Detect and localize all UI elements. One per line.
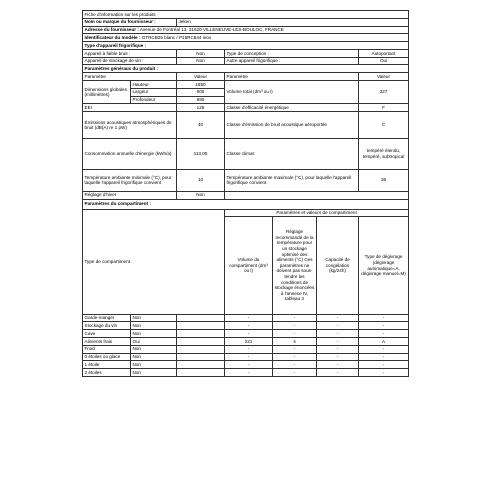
recommended-temp-header: Réglage recommandé de la température pour un stockage optimisé des aliments (°C) Ces paramètres ne doivent pas sous-tendre les conditions de stockage énoncées à l'annexe IV, tableau 3 [273, 217, 317, 314]
compartment-temp: - [273, 330, 317, 338]
design-type-label: Type de conception : [225, 49, 359, 57]
compartment-type-header: Type de compartiment [83, 209, 225, 314]
compartment-row [83, 322, 409, 330]
height-label: Hauteur [131, 81, 177, 89]
energy-class-label: Classe d'efficacité énergétique [225, 104, 359, 112]
compartment-defrost: - [359, 345, 409, 353]
low-noise-value: Non [177, 49, 225, 57]
other-appliance-value: Oui [359, 57, 409, 65]
supplier-address-label: Adresse du fournisseur : [84, 27, 139, 33]
param-header-left: Paramètre [83, 73, 177, 81]
value-header-left: Valeur [177, 73, 225, 81]
sheet-title: Fiche d'information sur les produits [83, 11, 409, 19]
compartment-spacer [177, 369, 225, 377]
compartment-volume: - [225, 345, 273, 353]
compartment-defrost: - [359, 314, 409, 322]
total-volume-label: Volume total (dm³ ou l) [225, 81, 359, 104]
depth-label: Profondeur [131, 96, 177, 104]
wine-storage-label: Appareil de stockage de vin : [83, 57, 177, 65]
max-ambient-temp-value: 38 [359, 169, 409, 191]
compartment-row [83, 361, 409, 369]
param-header-right: Paramètre [225, 73, 359, 81]
total-volume-value: 327 [359, 81, 409, 104]
design-type-value: Autoportant [359, 49, 409, 57]
noise-emission-label: Émissions acoustiques atmosphériques de bruit (dB(A) re 1 pW) [83, 112, 177, 139]
compartment-name: Garde-manger [83, 314, 131, 322]
climate-class-label: Classe climat: [225, 139, 359, 169]
model-identifier-row [83, 34, 409, 42]
compartment-temp: - [273, 314, 317, 322]
supplier-name-label: Nom ou marque du fournisseur : [83, 18, 177, 26]
min-ambient-temp-value: 10 [177, 169, 225, 191]
annual-consumption-label: Consommation annuelle d'énergie (kWh/a) [83, 139, 177, 169]
noise-class-value: C [359, 112, 409, 139]
dimensions-label: Dimensions globales (millimètres) [83, 81, 131, 104]
compartment-volume: - [225, 314, 273, 322]
compartment-volume: 221 [225, 338, 273, 346]
compartment-spacer [177, 330, 225, 338]
compartment-defrost: A [359, 338, 409, 346]
freezing-capacity-header: Capacité de congélation (kg/24h) [317, 217, 359, 314]
compartment-freezing: - [317, 369, 359, 377]
compartment-present: Non [131, 322, 177, 330]
noise-class-label: Classe d'émission de bruit acoustique aéroportée [225, 112, 359, 139]
climate-class-value: tempéré étendu, tempéré, subtropical [359, 139, 409, 169]
compartment-defrost: - [359, 330, 409, 338]
compartment-temp: - [273, 322, 317, 330]
compartment-row [83, 369, 409, 377]
compartment-freezing: - [317, 338, 359, 346]
compartment-spacer [177, 361, 225, 369]
depth-value: 690 [177, 96, 225, 104]
compartment-name: Cave [83, 330, 131, 338]
max-ambient-temp-label: Température ambiante maximale (°C), pour laquelle l'appareil frigorifique convient [225, 169, 359, 191]
appliance-type-heading: Type d'appareil frigorifique : [83, 42, 409, 50]
compartment-spacer [177, 353, 225, 361]
other-appliance-label: Autre appareil frigorifique : [225, 57, 359, 65]
compartment-rows [83, 314, 409, 376]
supplier-address-row [83, 26, 409, 34]
compartment-present: Non [131, 353, 177, 361]
compartment-volume: - [225, 361, 273, 369]
compartment-row [83, 338, 409, 346]
general-parameters-heading: Paramètres généraux du produit : [83, 65, 409, 73]
width-value: 600 [177, 88, 225, 96]
compartment-freezing: - [317, 353, 359, 361]
compartment-freezing: - [317, 314, 359, 322]
compartment-parameters-heading: Paramètres du compartiment : [83, 199, 409, 209]
compartment-defrost: - [359, 361, 409, 369]
winter-setting-label: Réglage d'hiver [83, 191, 177, 199]
compartment-name: 0 étoiles ou glace [83, 353, 131, 361]
value-header-right: Valeur [359, 73, 409, 81]
annual-consumption-value: 113,00 [177, 139, 225, 169]
compartment-temp: 4 [273, 338, 317, 346]
compartment-volume-header: Volume du compartiment (dm³ ou l) [225, 217, 273, 314]
compartment-name: 1 étoile [83, 361, 131, 369]
min-ambient-temp-label: Température ambiante minimale (°C), pour laquelle l'appareil frigorifique convient [83, 169, 177, 191]
energy-class-value: F [359, 104, 409, 112]
supplier-name-value: Jeken [177, 18, 409, 26]
low-noise-label: Appareil à faible bruit : [83, 49, 177, 57]
compartment-temp: - [273, 353, 317, 361]
compartment-volume: - [225, 330, 273, 338]
compartment-volume: - [225, 369, 273, 377]
model-identifier-value: GTRCB25 blanc / P16RC844 inox [141, 34, 212, 40]
eei-value: 125 [177, 104, 225, 112]
compartment-freezing: - [317, 361, 359, 369]
compartment-name: Aliments frais [83, 338, 131, 346]
information-table [82, 10, 409, 377]
height-value: 1850 [177, 81, 225, 89]
winter-setting-spacer [225, 191, 409, 199]
compartment-row [83, 330, 409, 338]
compartment-freezing: - [317, 330, 359, 338]
compartment-defrost: - [359, 322, 409, 330]
supplier-address-value: Avenue de Fontréal 13, 31620 VILLENEUVE-LES-BOULOC, FRANCE [139, 27, 284, 33]
compartment-freezing: - [317, 322, 359, 330]
compartment-defrost: - [359, 369, 409, 377]
compartment-present: Non [131, 361, 177, 369]
compartment-name: 2 étoiles [83, 369, 131, 377]
winter-setting-value: Non [177, 191, 225, 199]
wine-storage-value: Non [177, 57, 225, 65]
compartment-row [83, 345, 409, 353]
compartment-temp: - [273, 345, 317, 353]
model-identifier-label: Identificateur du modèle : [84, 34, 141, 40]
compartment-present: Non [131, 330, 177, 338]
compartment-row [83, 353, 409, 361]
compartment-present: Oui [131, 338, 177, 346]
compartment-freezing: - [317, 345, 359, 353]
compartment-name: Stockage du vin [83, 322, 131, 330]
compartment-temp: - [273, 369, 317, 377]
compartment-row [83, 314, 409, 322]
product-information-sheet [82, 10, 408, 377]
compartment-spacer [177, 338, 225, 346]
compartment-temp: - [273, 361, 317, 369]
compartment-spacer [177, 345, 225, 353]
compartment-name: Froid [83, 345, 131, 353]
noise-emission-value: 40 [177, 112, 225, 139]
compartment-present: Non [131, 369, 177, 377]
compartment-spacer [177, 322, 225, 330]
compartment-values-header: Paramètres et valeurs de compartiment [225, 209, 409, 217]
compartment-volume: - [225, 353, 273, 361]
defrost-type-header: Type de dégivrage (dégivrage automatique=A, dégivrage manuel=M) [359, 217, 409, 314]
compartment-present: Non [131, 314, 177, 322]
compartment-present: Non [131, 345, 177, 353]
compartment-spacer [177, 314, 225, 322]
width-label: Largeur [131, 88, 177, 96]
compartment-volume: - [225, 322, 273, 330]
eei-label: EEI [83, 104, 177, 112]
compartment-defrost: - [359, 353, 409, 361]
